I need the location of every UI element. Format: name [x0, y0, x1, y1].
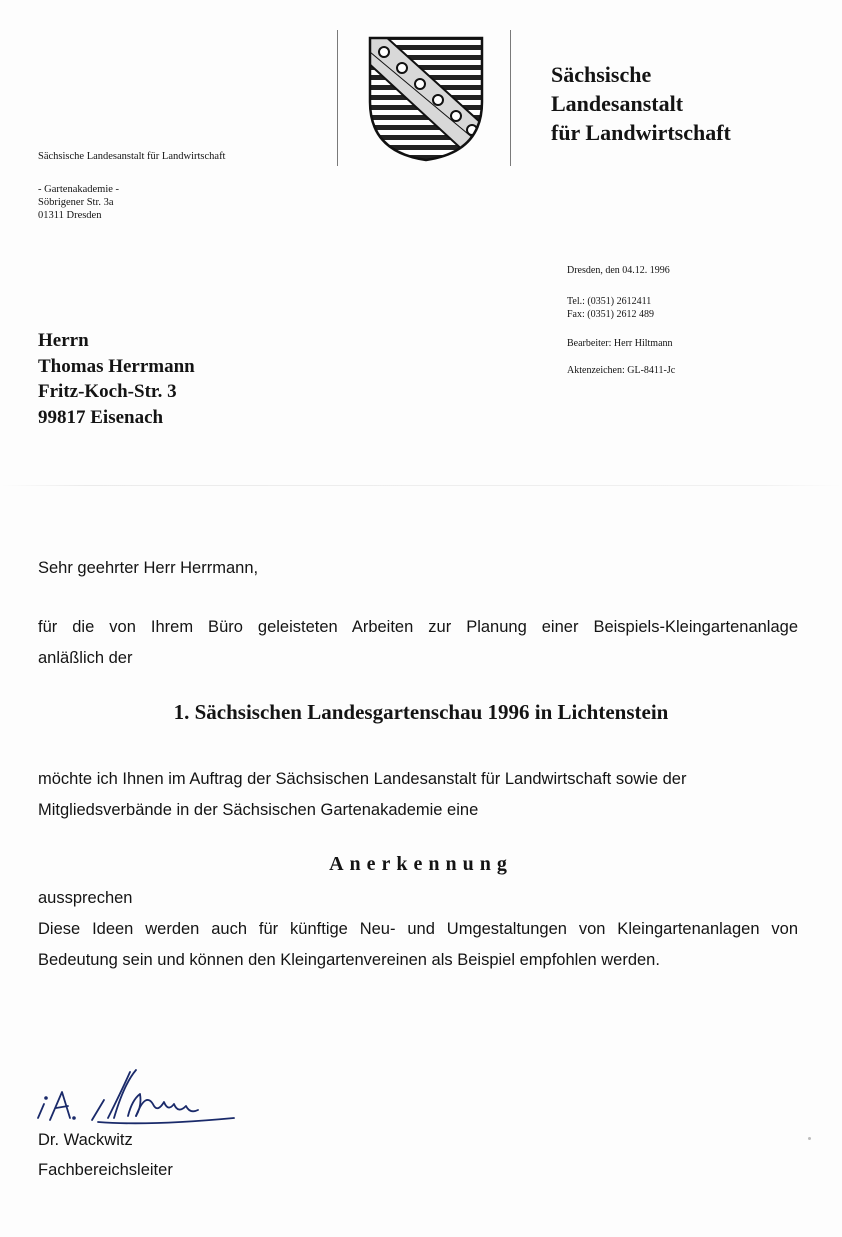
scan-speck — [808, 1137, 811, 1140]
paragraph-line: anläßlich der — [38, 649, 133, 667]
event-title: 1. Sächsischen Landesgartenschau 1996 in Lichtenstein — [173, 700, 669, 724]
coat-of-arms-logo — [362, 30, 490, 164]
reference-number: Aktenzeichen: GL-8411-Jc — [567, 365, 676, 376]
sender-address-line: Söbrigener Str. 3a — [38, 197, 114, 208]
recipient-line: Fritz-Koch-Str. 3 — [38, 381, 177, 402]
recipient-line: Herrn — [38, 330, 89, 351]
signer-name: Dr. Wackwitz — [38, 1131, 133, 1149]
paragraph-line: Mitgliedsverbände in der Sächsischen Gartenakademie eine — [38, 801, 479, 819]
handwritten-signature — [28, 1060, 238, 1132]
paragraph-line: aussprechen — [38, 889, 133, 907]
sender-address — [38, 183, 119, 222]
institution-line: Sächsische — [551, 62, 652, 87]
telephone: Tel.: (0351) 2612411 — [567, 296, 652, 307]
sender-address-line: 01311 Dresden — [38, 210, 102, 221]
paragraph-line: Bedeutung sein und können den Kleingartenvereinen als Beispiel empfohlen werden. — [38, 951, 660, 969]
paragraph-line: Diese Ideen werden auch für künftige Neu- und Umgestaltungen von Kleingartenanlagen von — [38, 920, 798, 938]
paragraph-line: möchte ich Ihnen im Auftrag der Sächsischen Landesanstalt für Landwirtschaft sowie der — [38, 770, 687, 788]
sender-line: Sächsische Landesanstalt für Landwirtschaft — [38, 151, 226, 162]
recipient-line: Thomas Herrmann — [38, 355, 195, 377]
letter-date: Dresden, den 04.12. 1996 — [567, 265, 670, 276]
recipient-address — [38, 328, 195, 430]
salutation: Sehr geehrter Herr Herrmann, — [38, 559, 259, 577]
clerk: Bearbeiter: Herr Hiltmann — [567, 338, 673, 349]
signer-title: Fachbereichsleiter — [38, 1161, 173, 1179]
sender-address-line: - Gartenakademie - — [38, 184, 120, 195]
institution-line: für Landwirtschaft — [551, 120, 731, 145]
fax: Fax: (0351) 2612 489 — [567, 309, 654, 320]
fold-line — [0, 485, 842, 486]
award-heading: Anerkennung — [329, 853, 513, 875]
paragraph-line: für die von Ihrem Büro geleisteten Arbeiten zur Planung einer Beispiels-Kleingartenanlage — [38, 618, 798, 636]
recipient-line: 99817 Eisenach — [38, 406, 164, 428]
letterhead-divider-left — [337, 30, 338, 166]
institution-name — [551, 60, 731, 147]
letterhead-divider-right — [510, 30, 511, 166]
institution-line: Landesanstalt — [551, 91, 684, 116]
